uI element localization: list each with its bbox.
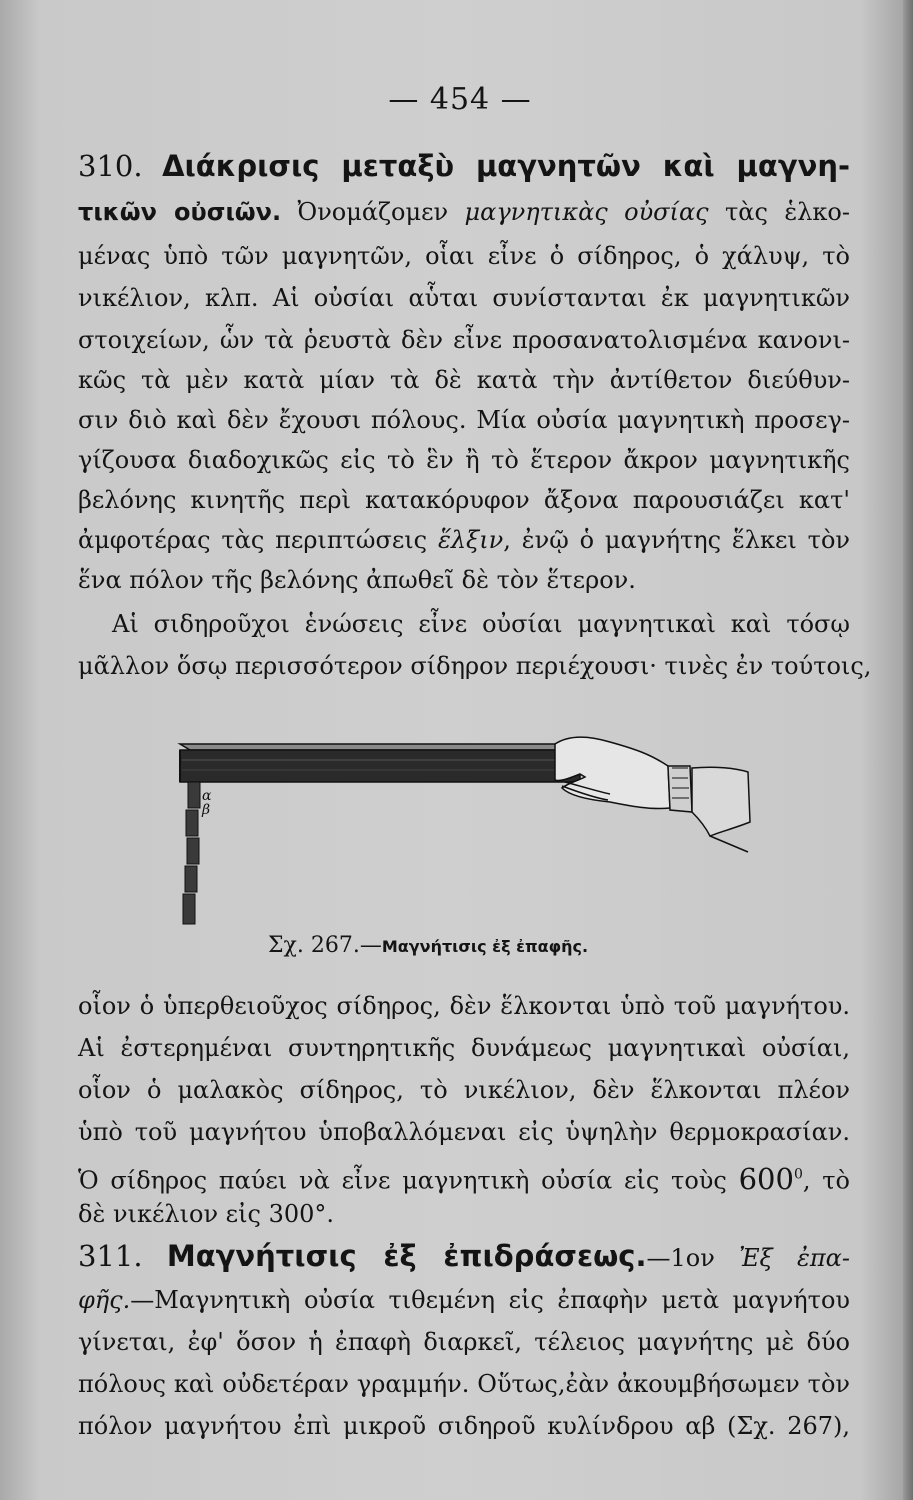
text-line: βελόνης κινητῆς περὶ κατακόρυφον ἄξονα παρουσιάζει κατ' [78,486,850,514]
temperature-value: $600^0$ [738,1161,803,1196]
iron-cylinder [183,894,195,924]
figure-267-magnet-illustration [170,722,760,932]
text-span: τὰς ἑλκο- [708,198,850,226]
section-title: Μαγνήτισις ἐξ ἐπιδράσεως. [166,1239,647,1273]
text-line: γίνεται, ἐφ' ὅσον ἡ ἐπαφὴ διαρκεῖ, τέλειος μαγνήτης μὲ δύο [78,1328,850,1356]
section-311-heading [78,1238,850,1276]
text-span: , ἐνῷ ὁ μαγνήτης ἕλκει τὸν [503,526,850,554]
section-title: Διάκρισις μεταξὺ μαγνητῶν καὶ μαγνη- [162,149,851,183]
iron-cylinder [186,810,198,836]
magnet-bar-top [180,744,580,750]
section-310-heading [78,148,850,186]
hand-drawing [555,737,750,852]
text-line: δὲ νικέλιον εἰς 300°. [78,1200,335,1228]
page-number: — 454 — [388,82,532,117]
text-line [78,1282,850,1318]
text-line: πόλους καὶ οὐδετέραν γραμμήν. Οὕτως,ἐὰν ἀκουμβήσωμεν τὸν [78,1370,850,1398]
text-line: μένας ὑπὸ τῶν μαγνητῶν, οἷαι εἶνε ὁ σίδηρος, ὁ χάλυψ, τὸ [78,242,850,270]
label-b: β [202,802,211,818]
text-span: —1ον [646,1244,740,1272]
text-line: οἷον ὁ ὑπερθειοῦχος σίδηρος, δὲν ἕλκονται ὑπὸ τοῦ μαγνήτου. [78,992,850,1020]
caption-title: Μαγνήτισις ἐξ ἐπαφῆς. [381,937,589,956]
italic-term: φῆς. [78,1286,131,1314]
iron-cylinder [185,866,197,892]
text-line: ὑπὸ τοῦ μαγνήτου ὑποβαλλόμεναι εἰς ὑψηλὴν θερμοκρασίαν. [78,1118,850,1146]
iron-cylinder [188,782,200,808]
text-line: μᾶλλον ὅσῳ περισσότερον σίδηρον περιέχουσι· τινὲς ἐν τούτοις, [78,652,872,680]
text-line [78,1156,850,1199]
text-span: Ὀνομάζομεν [281,198,465,226]
text-line: νικέλιον, κλπ. Αἱ οὐσίαι αὗται συνίστανται ἐκ μαγνητικῶν [78,284,850,312]
italic-term: ἕλξιν [437,526,504,554]
text-line-indented: Αἱ σιδηροῦχοι ἑνώσεις εἶνε οὐσίαι μαγνητικαὶ καὶ τόσῳ [112,610,850,638]
figure-caption [268,933,668,958]
text-line: γίζουσα διαδοχικῶς εἰς τὸ ἓν ἢ τὸ ἕτερον ἄκρον μαγνητικῆς [78,446,850,474]
text-line: ἕνα πόλον τῆς βελόνης ἀπωθεῖ δὲ τὸν ἕτερον. [78,566,636,594]
text-line: στοιχείων, ὧν τὰ ῥευστὰ δὲν εἶνε προσανατολισμένα κανονι- [78,326,850,354]
text-line: οἷον ὁ μαλακὸς σίδηρος, τὸ νικέλιον, δὲν ἕλκονται πλέον [78,1076,850,1104]
section-title-cont: τικῶν οὐσιῶν. [78,198,282,226]
italic-term: μαγνητικὰς οὐσίας [464,198,709,226]
text-span: Ὁ σίδηρος παύει νὰ εἶνε μαγνητικὴ οὐσία εἰς τοὺς [78,1166,739,1195]
text-line [78,194,850,230]
text-line [78,522,850,558]
text-line: κῶς τὰ μὲν κατὰ μίαν τὰ δὲ κατὰ τὴν ἀντίθετον διεύθυν- [78,366,850,394]
text-line: πόλον μαγνήτου ἐπὶ μικροῦ σιδηροῦ κυλίνδρου αβ (Σχ. 267), [78,1412,850,1440]
text-span: ἀμφοτέρας τὰς περιπτώσεις [78,526,438,554]
magnet-bar [180,750,580,782]
text-span: —Μαγνητικὴ οὐσία τιθεμένη εἰς ἐπαφὴν μετὰ μαγνήτου [130,1286,850,1314]
section-number: 310. [78,149,143,183]
italic-term: Ἐξ ἐπα- [739,1244,850,1272]
page-edge-shadow [903,0,913,1500]
text-line: Αἱ ἐστερημέναι συντηρητικῆς δυνάμεως μαγνητικαὶ οὐσίαι, [78,1034,850,1062]
caption-prefix: Σχ. 267.— [268,933,382,958]
text-line: σιν διὸ καὶ δὲν ἔχουσι πόλους. Μία οὐσία μαγνητικὴ προσεγ- [78,406,850,434]
section-number: 311. [78,1239,143,1273]
label-a: α [202,788,212,804]
iron-cylinder [187,838,199,864]
text-span: , τὸ [802,1166,851,1195]
